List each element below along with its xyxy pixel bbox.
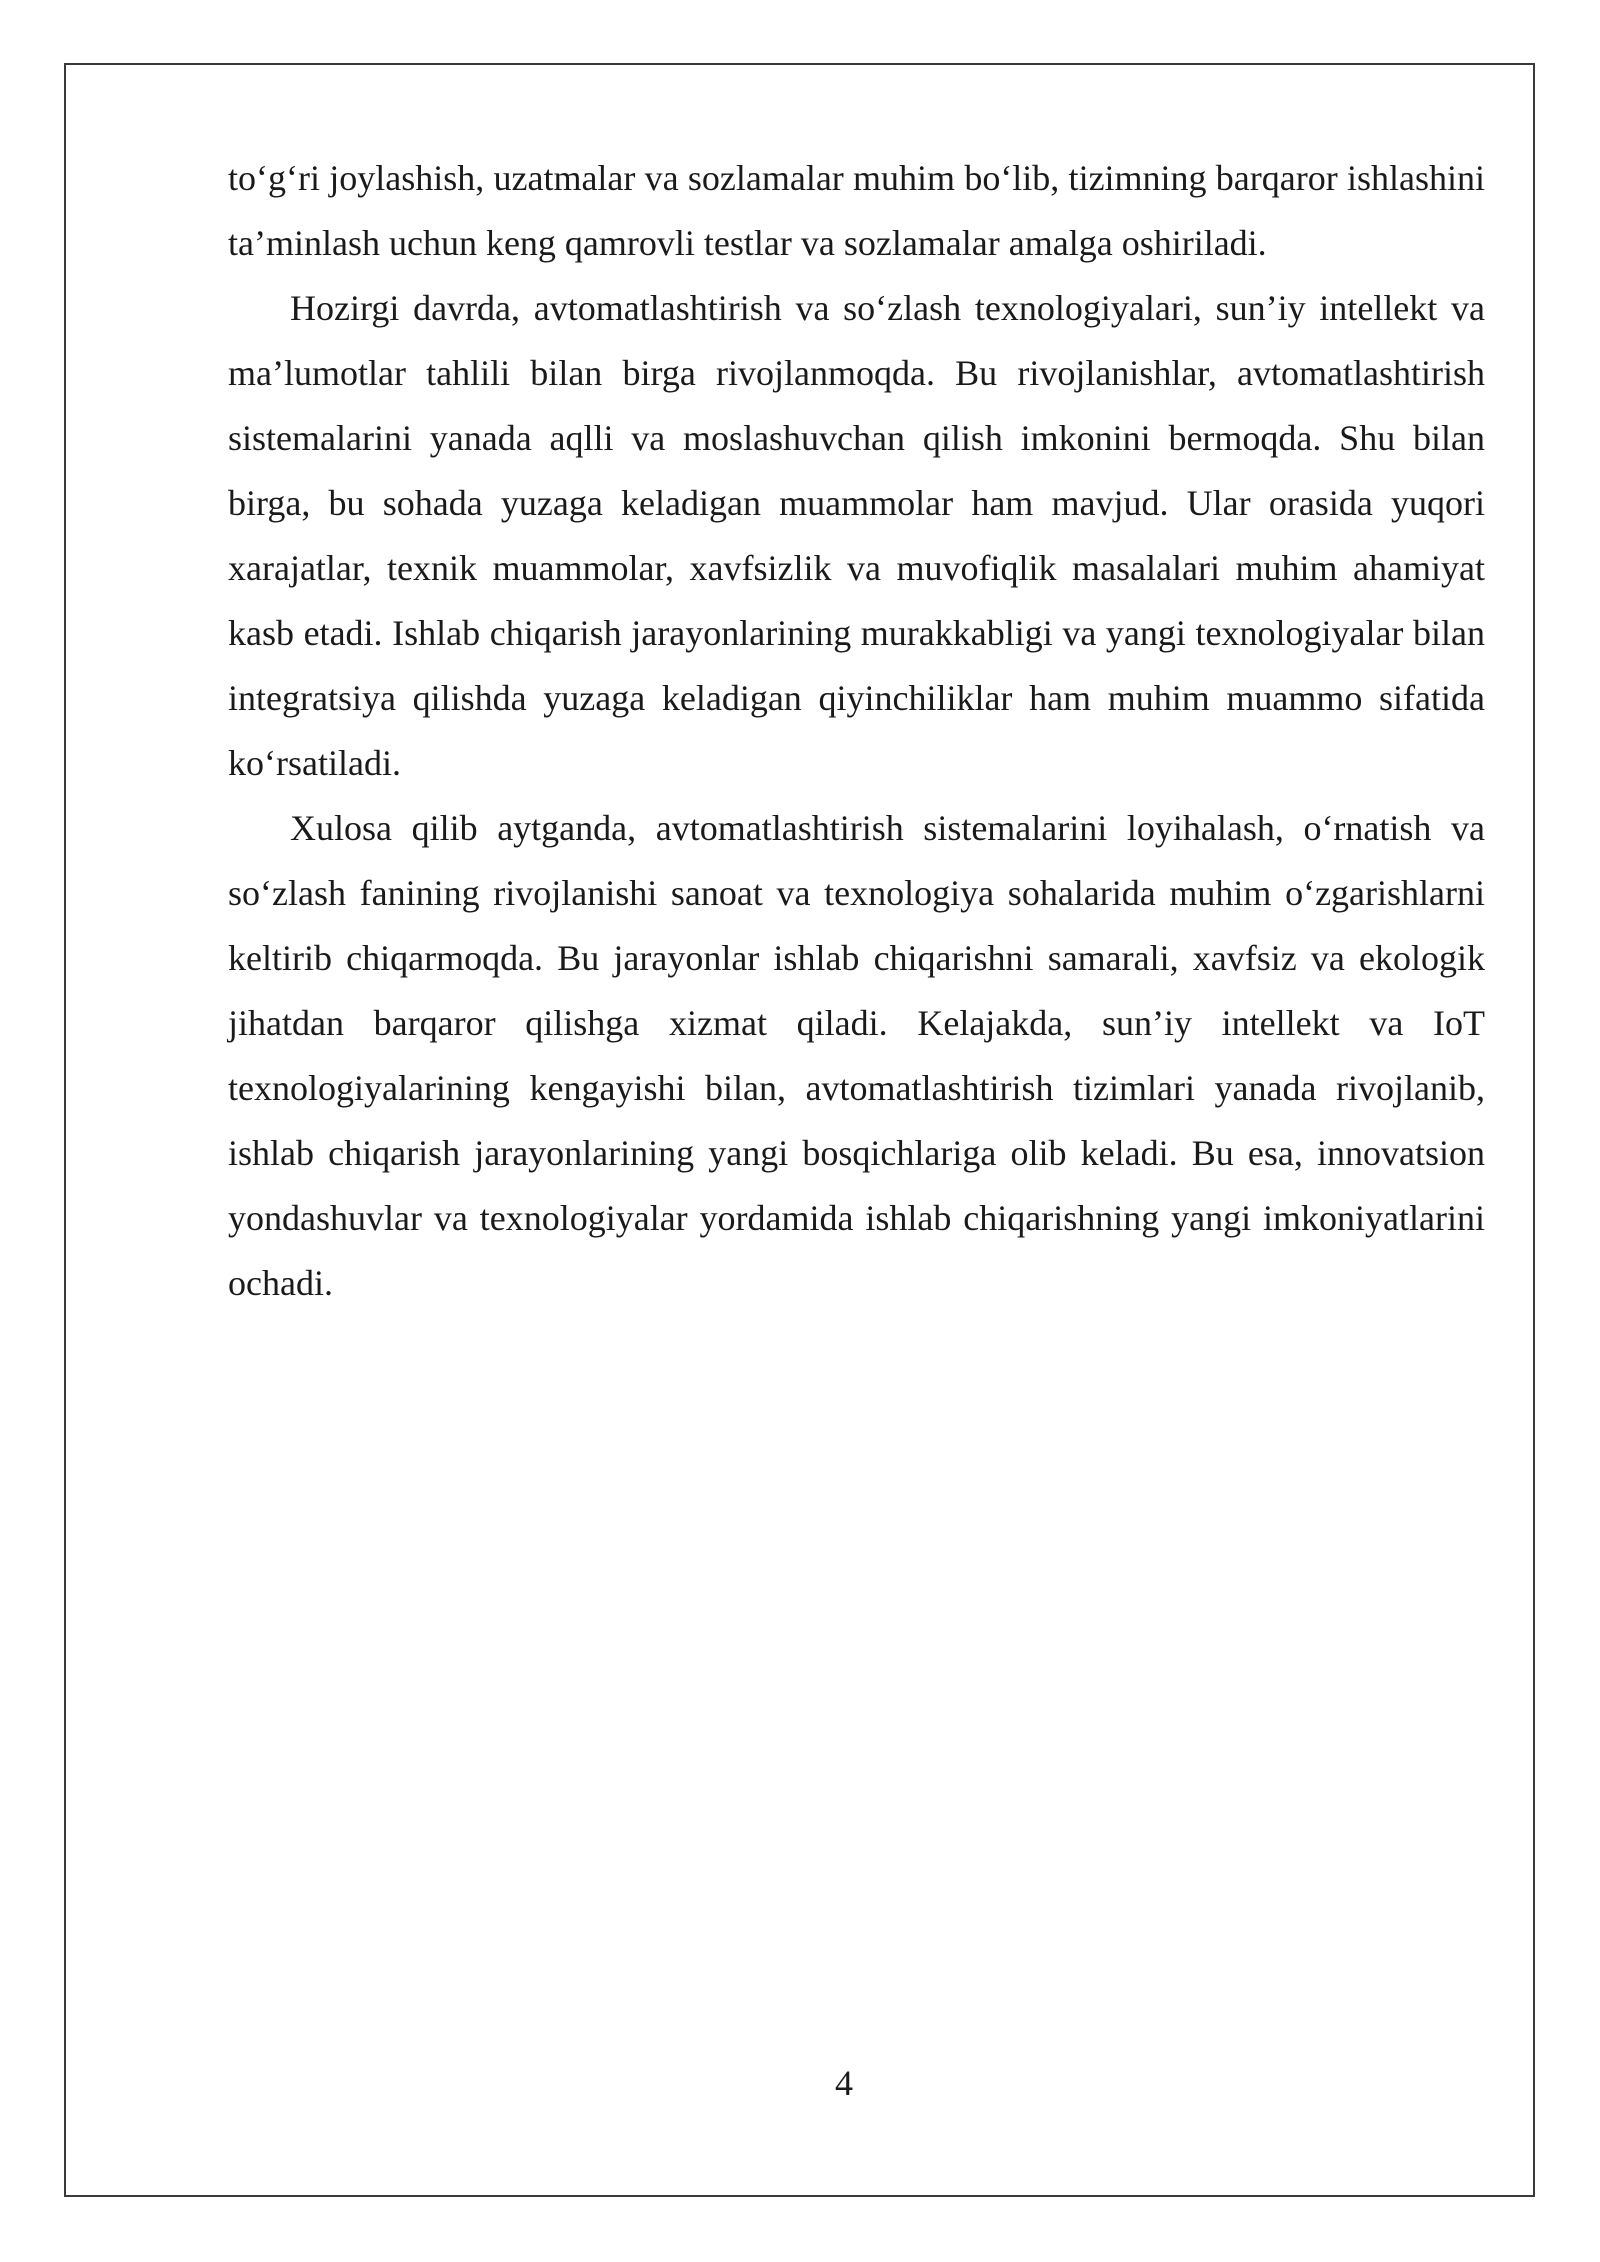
paragraph-continuation: to‘g‘ri joylashish, uzatmalar va sozlamalar muhim bo‘lib, tizimning barqaror ishlashini ta’minlash uchun keng qamrovli testlar va sozlamalar amalga oshiriladi. [228, 158, 1485, 263]
paragraph-current-developments: Hozirgi davrda, avtomatlashtirish va so‘zlash texnologiyalari, sun’iy intellekt va ma’lumotlar tahlili bilan birga rivojlanmoqda. Bu rivojlanishlar, avtomatlashtirish sistemalarini yanada aqlli va moslashuvchan qilish imkonini bermoqda. Shu bilan birga, bu sohada yuzaga keladigan muammolar ham mavjud. Ular orasida yuqori xarajatlar, texnik muammolar, xavfsizlik va muvofiqlik masalalari muhim ahamiyat kasb etadi. Ishlab chiqarish jarayonlarining murakkabligi va yangi texnologiyalar bilan integratsiya qilishda yuzaga keladigan qiyinchiliklar ham muhim muammo sifatida ko‘rsatiladi. [228, 288, 1485, 783]
page-number: 4 [835, 2063, 853, 2103]
paragraph-conclusion: Xulosa qilib aytganda, avtomatlashtirish sistemalarini loyihalash, o‘rnatish va so‘zlash fanining rivojlanishi sanoat va texnologiya sohalarida muhim o‘zgarishlarni keltirib chiqarmoqda. Bu jarayonlar ishlab chiqarishni samarali, xavfsiz va ekologik jihatdan barqaror qilishga xizmat qiladi. Kelajakda, sun’iy intellekt va IoT texnologiyalarining kengayishi bilan, avtomatlashtirish tizimlari yanada rivojlanib, ishlab chiqarish jarayonlarining yangi bosqichlariga olib keladi. Bu esa, innovatsion yondashuvlar va texnologiyalar yordamida ishlab chiqarishning yangi imkoniyatlarini ochadi. [228, 808, 1485, 1303]
document-body [228, 146, 1485, 1316]
